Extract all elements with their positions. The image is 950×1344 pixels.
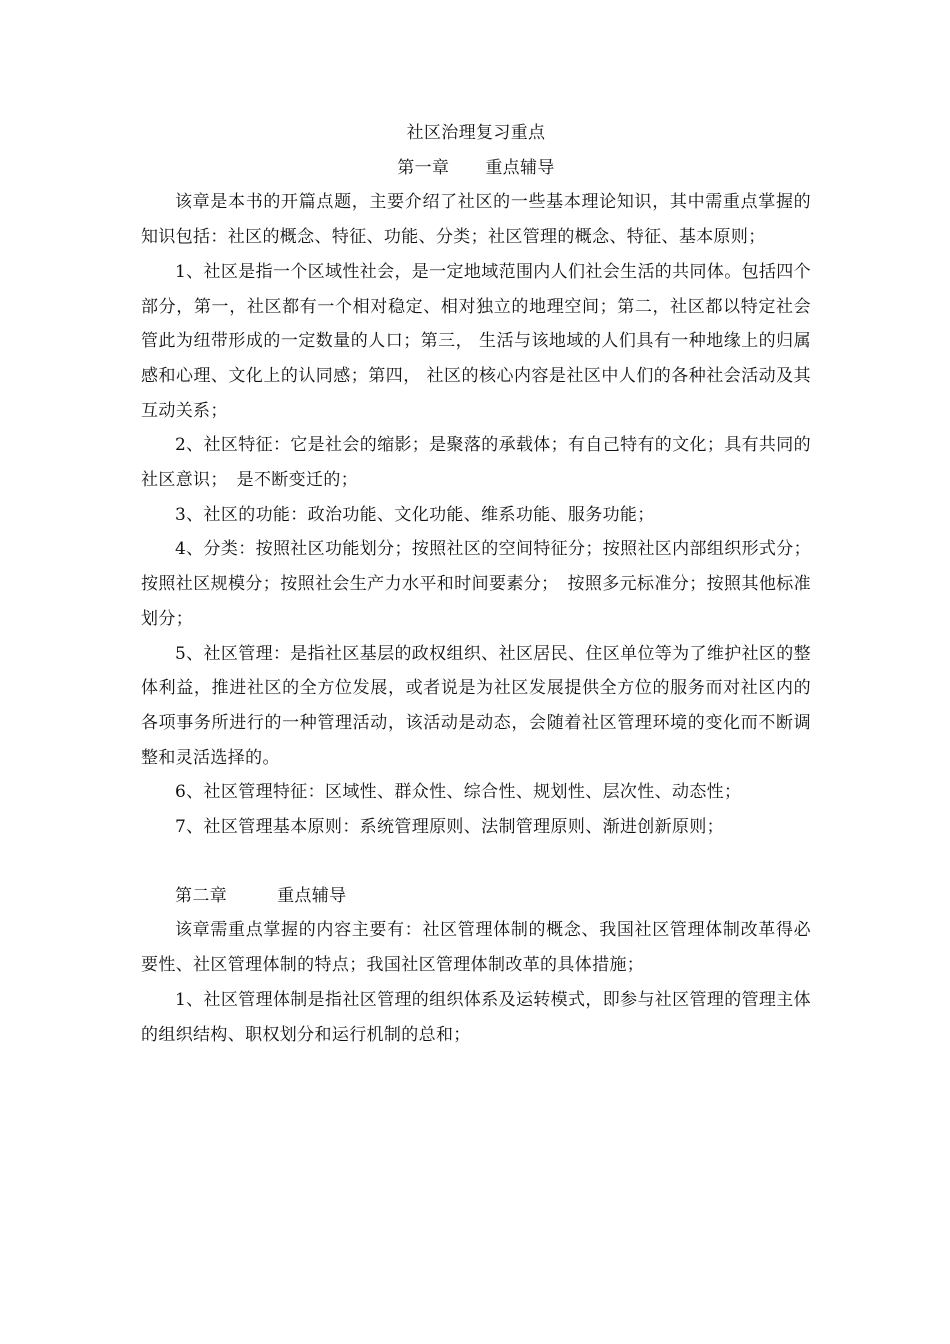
chapter-1-item-2: 2、社区特征：它是社会的缩影；是聚落的承载体；有自己特有的文化；具有共同的社区意识； 是不断变迁的； (141, 435, 811, 491)
document-title: 社区治理复习重点 (406, 123, 546, 143)
chapter-1-title: 重点辅导 (485, 157, 555, 178)
chapter-1-item-1: 1、社区是指一个区域性社会，是一定地域范围内人们社会生活的共同体。包括四个部分，第一，社区都有一个相对稳定、相对独立的地理空间；第二，社区都以特定社会管此为纽带形成的一定数量的人口；第三， 生活与该地域的人们具有一种地缘上的归属感和心理、文化上的认同感；第四， 社区的核心内容是社区中人们的各种社会活动及其互动关系； (141, 261, 811, 421)
chapter-1-label: 第一章 (397, 157, 450, 178)
chapter-1-item-5: 5、社区管理：是指社区基层的政权组织、社区居民、住区单位等为了维护社区的整体利益，推进社区的全方位发展，或者说是为社区发展提供全方位的服务而对社区内的各项事务所进行的一种管理活动，该活动是动态，会随着社区管理环境的变化而不断调整和灵活选择的。 (141, 643, 811, 768)
chapter-2-heading (141, 879, 811, 914)
chapter-2-item-1: 1、社区管理体制是指社区管理的组织体系及运转模式，即参与社区管理的管理主体的组织结构、职权划分和运行机制的总和； (141, 989, 811, 1045)
chapter-1-item-6: 6、社区管理特征：区域性、群众性、综合性、规划性、层次性、动态性； (175, 782, 742, 803)
document-body (141, 116, 811, 1052)
chapter-2-title: 重点辅导 (277, 885, 347, 906)
chapter-1-item-7: 7、社区管理基本原则：系统管理原则、法制管理原则、渐进创新原则； (175, 817, 725, 838)
chapter-1-intro: 该章是本书的开篇点题，主要介绍了社区的一些基本理论知识，其中需重点掌握的知识包括：社区的概念、特征、功能、分类；社区管理的概念、特征、基本原则； (141, 192, 811, 248)
chapter-2-label: 第二章 (175, 885, 228, 906)
chapter-1-heading (141, 151, 811, 186)
chapter-2-intro: 该章需重点掌握的内容主要有：社区管理体制的概念、我国社区管理体制改革得必要性、社区管理体制的特点；我国社区管理体制改革的具体措施； (141, 920, 811, 976)
chapter-1-item-4: 4、分类：按照社区功能划分；按照社区的空间特征分；按照社区内部组织形式分；按照社区规模分；按照社会生产力水平和时间要素分； 按照多元标准分；按照其他标准划分； (141, 539, 811, 629)
chapter-1-item-3: 3、社区的功能：政治功能、文化功能、维系功能、服务功能； (175, 504, 655, 525)
